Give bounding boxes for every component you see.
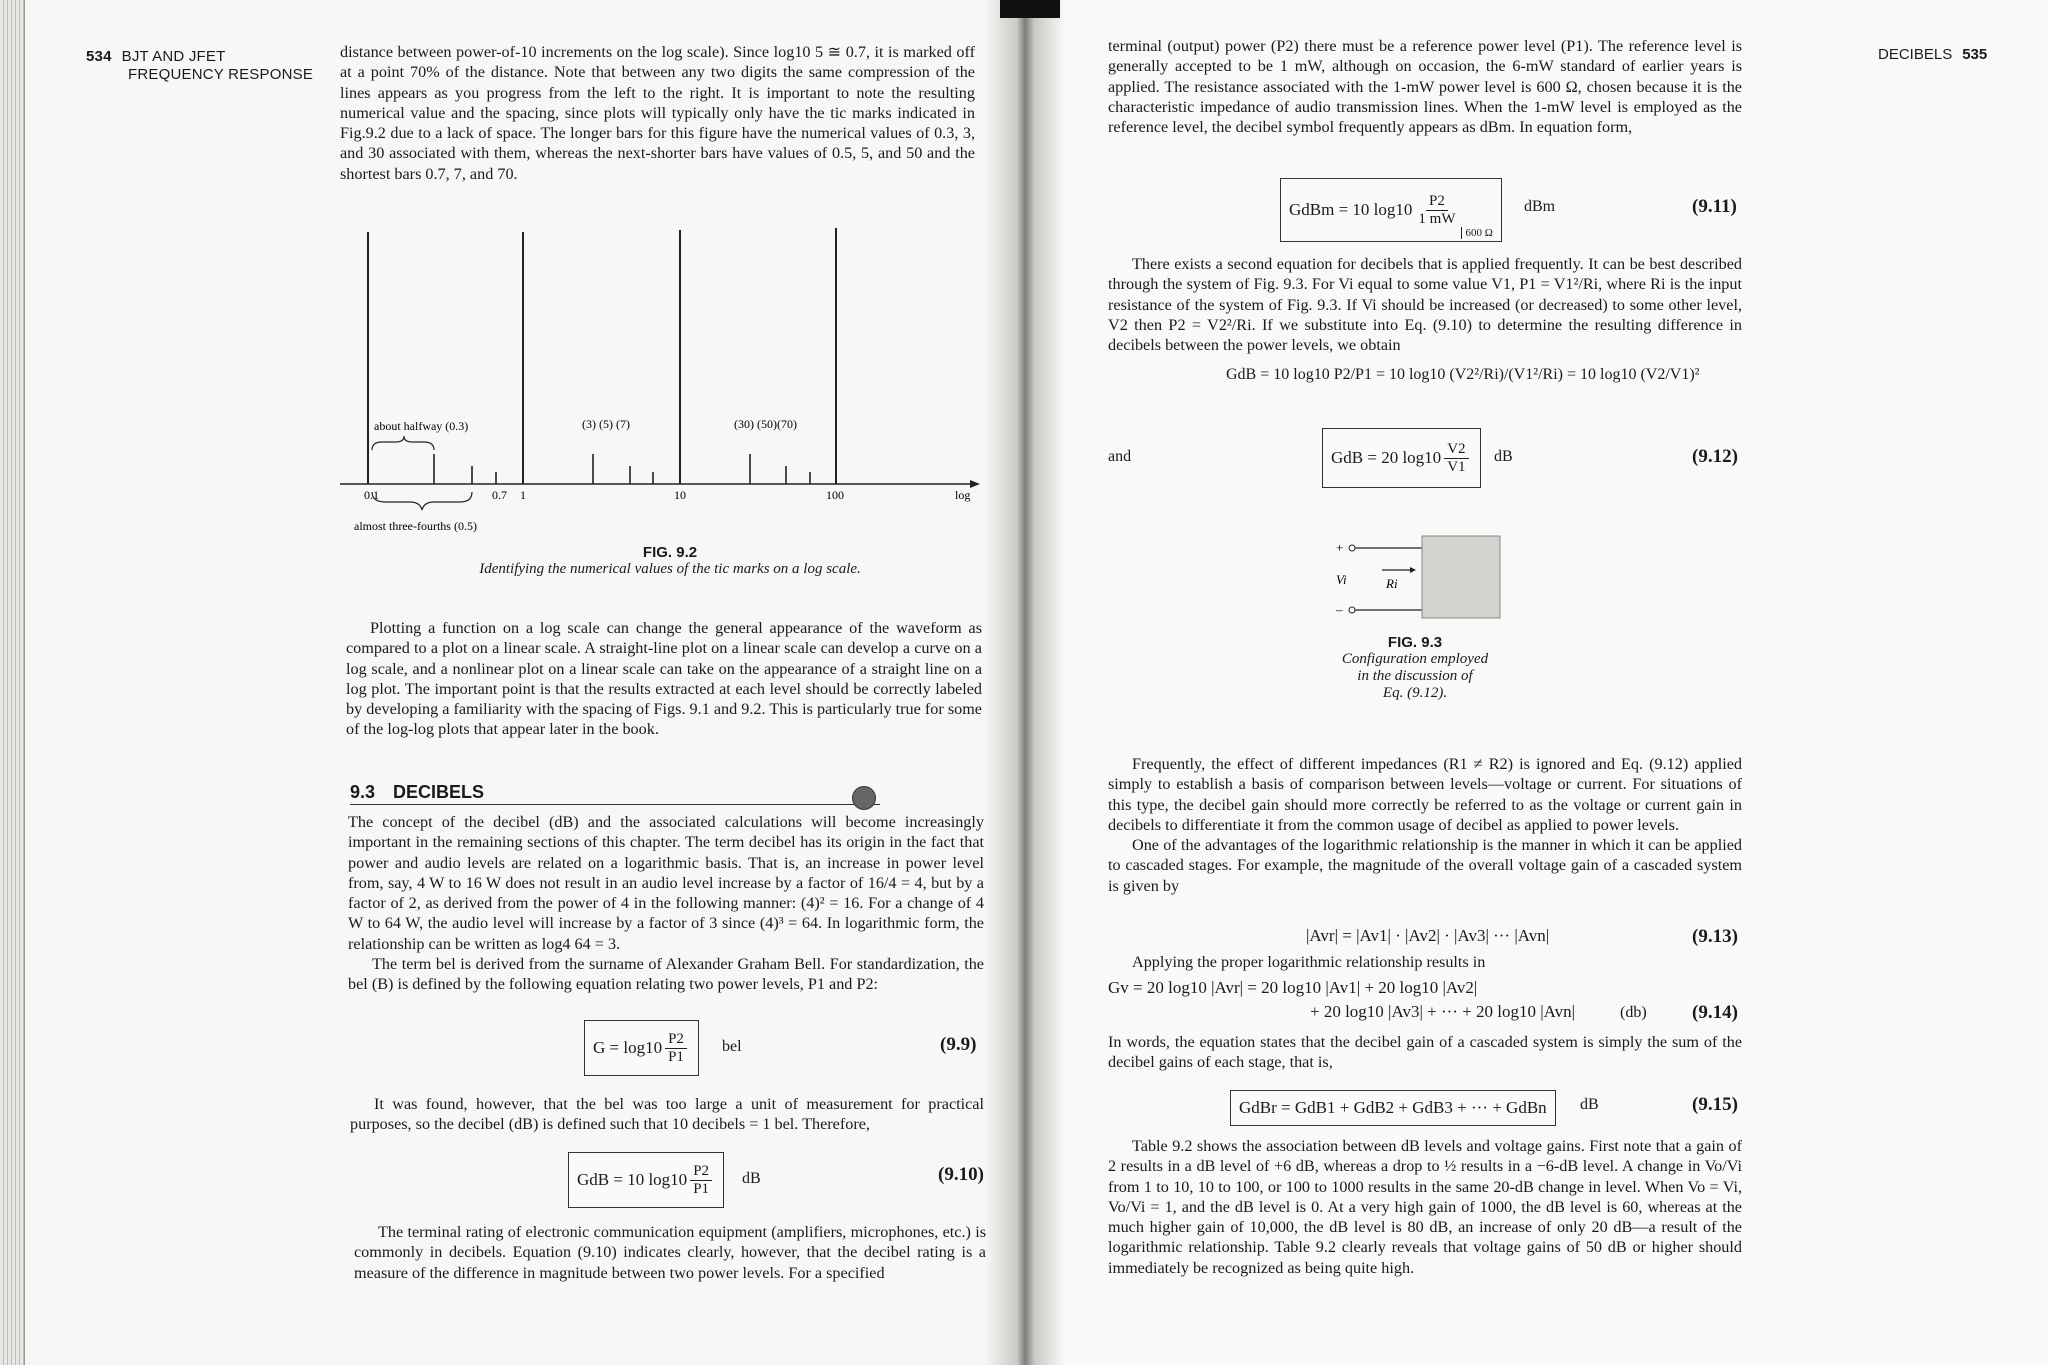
label-halfway: about halfway (0.3) bbox=[374, 419, 469, 433]
section-number: 9.3 bbox=[350, 782, 376, 802]
right-para-4: One of the advantages of the logarithmic relationship is the manner in which it can be applied to cascaded stages. For example, the magnitude of the overall voltage gain of a cascaded system is given by bbox=[1108, 836, 1742, 895]
equation-9-13: |Avr| = |Av1| · |Av2| · |Av3| ··· |Avn| bbox=[1306, 926, 1550, 945]
eq-9-11-number: (9.11) bbox=[1692, 196, 1737, 217]
left-para-1: distance between power-of-10 increments on the log scale). Since log10 5 ≅ 0.7, it is marked off at a point 70% of the distance. Note that between any two digits the same compression of the lines appears as you progress from the left to the right. It is important to note the resulting numerical value and the spacing, since plots will typically only have the tic marks indicated in Fig.9.2 due to a lack of space. The longer bars for this figure have the numerical values of 0.3, 3, and 30 associated with them, whereas the next-shorter bars have values of 0.5, 5, and 50 and the shortest bars 0.7, 7, and 70. bbox=[340, 43, 975, 183]
eq-9-12-num: V2 bbox=[1444, 441, 1468, 459]
eq-9-14-line2: + 20 log10 |Av3| + ··· + 20 log10 |Avn| bbox=[1310, 1002, 1576, 1021]
eq-9-14-unit: (db) bbox=[1620, 1004, 1647, 1021]
eq-9-15-number: (9.15) bbox=[1692, 1094, 1738, 1115]
eq-9-10-unit: dB bbox=[742, 1170, 761, 1187]
vi-label: Vi bbox=[1336, 572, 1347, 587]
section-marker-dot bbox=[852, 786, 876, 810]
figure-9-3 bbox=[1330, 530, 1510, 630]
equation-9-12 bbox=[1322, 428, 1481, 488]
log-scale-diagram bbox=[330, 222, 990, 542]
right-para-5: Applying the proper logarithmic relationship results in bbox=[1132, 953, 1486, 971]
eq-9-14-line1: Gv = 20 log10 |Avr| = 20 log10 |Av1| + 20 log10 |Av2| bbox=[1108, 978, 1478, 997]
eq-9-9-num: P2 bbox=[665, 1031, 687, 1049]
right-para-7: Table 9.2 shows the association between dB levels and voltage gains. First note that a gain of 2 results in a dB level of +6 dB, whereas a drop to ½ results in a −6-dB level. A change in Vo/Vi from 1 to 10, 10 to 100, or 100 to 1000 results in the same 20-dB change in level. When Vo = Vi, Vo/Vi = 1, and the dB level is 0. At a very high gain of 1000, the dB level is 60, whereas at the much higher gain of 10,000, the dB level is 80 dB, an increase of only 20 dB—a result of the logarithmic relationship. Table 9.2 clearly reveals that voltage gains of 50 dB or higher should immediately be recognized as being quite high. bbox=[1108, 1137, 1742, 1277]
eq-9-12-lhs: GdB = 20 log10 bbox=[1331, 448, 1442, 467]
label-group-3-5-7: (3) (5) (7) bbox=[582, 417, 630, 431]
right-para-3: Frequently, the effect of different impedances (R1 ≠ R2) is ignored and Eq. (9.12) applied simply to establish a basis of comparison between levels—voltage or current. For situations of this type, the decibel gain should more correctly be referred to as the voltage or current gain in decibels to differentiate it from the common usage of decibel as applied to power levels. bbox=[1108, 755, 1742, 834]
eq-9-10-den: P1 bbox=[693, 1180, 710, 1197]
right-para-6: In words, the equation states that the decibel gain of a cascaded system is simply the sum of the decibel gains of each stage, that is, bbox=[1108, 1033, 1742, 1072]
axis-label-log: log bbox=[955, 488, 971, 502]
figure-9-2-caption bbox=[440, 544, 900, 578]
fig-9-3-line3: Eq. (9.12). bbox=[1382, 685, 1448, 701]
brace-three-fourths bbox=[372, 492, 472, 510]
page-edge-stack bbox=[0, 0, 25, 1365]
system-block bbox=[1422, 536, 1500, 618]
figure-9-2 bbox=[330, 222, 990, 542]
eq-9-9-lhs: G = log10 bbox=[593, 1038, 663, 1057]
left-para-3: The concept of the decibel (dB) and the associated calculations will become increasingly important in the remaining sections of this chapter. The term decibel has its origin in the fact that power and audio levels are related on a logarithmic basis. That is, an increase in power level from, say, 4 W to 16 W does not result in an audio level increase by a factor of 16/4 = 4, but by a factor of 2, as derived from the power of 4 in the following manner: (4)² = 16. For a change of 4 W to 64 W, the audio level will increase by a factor of 3 since (4)³ = 64. In logarithmic form, the relationship can be written as log4 64 = 3. bbox=[348, 813, 984, 953]
eq-9-11-sub: 600 Ω bbox=[1461, 227, 1492, 239]
fig-9-3-line1: Configuration employed bbox=[1341, 651, 1489, 667]
running-head-line2: FREQUENCY RESPONSE bbox=[128, 66, 314, 83]
fig-9-3-number: FIG. 9.3 bbox=[1387, 634, 1443, 651]
eq-9-10-lhs: GdB = 10 log10 bbox=[577, 1170, 688, 1189]
left-para-2: Plotting a function on a log scale can change the general appearance of the waveform as compared to a plot on a linear scale. A straight-line plot on a linear scale can develop a curve on a log scale, and a nonlinear plot on a linear scale can take on the appearance of a straight line on a log plot. The important point is that the results extracted at each level should be correctly labeled by developing a familiarity with the spacing of Figs. 9.1 and 9.2. This is particularly true for some of the log-log plots that appear later in the book. bbox=[346, 619, 982, 739]
brace-halfway bbox=[372, 436, 434, 450]
eq-9-15-unit: dB bbox=[1580, 1096, 1599, 1113]
page-number-right: 535 bbox=[1962, 46, 1988, 63]
running-head-right bbox=[1878, 46, 1987, 63]
section-title: DECIBELS bbox=[393, 782, 485, 802]
plus-label: + bbox=[1336, 540, 1344, 555]
eq-9-9-den: P1 bbox=[668, 1048, 684, 1065]
tick-label-100: 100 bbox=[826, 488, 844, 502]
running-head-right-title: DECIBELS bbox=[1878, 46, 1953, 63]
eq-9-12-den: V1 bbox=[1447, 458, 1466, 475]
eq-9-11-num: P2 bbox=[1426, 193, 1448, 211]
eq-9-13-number: (9.13) bbox=[1692, 926, 1738, 947]
label-three-fourths: almost three-fourths (0.5) bbox=[354, 519, 477, 533]
equation-9-9 bbox=[584, 1020, 699, 1076]
left-para-5: It was found, however, that the bel was too large a unit of measurement for practical purposes, so the decibel (dB) is defined such that 10 decibels = 1 bel. Therefore, bbox=[350, 1095, 984, 1134]
label-group-30-50-70: (30) (50)(70) bbox=[734, 417, 797, 431]
and-label: and bbox=[1108, 448, 1132, 465]
equation-9-10 bbox=[568, 1152, 724, 1208]
ri-arrow-head bbox=[1410, 567, 1416, 573]
eq-9-11-lhs: GdBm = 10 log10 bbox=[1289, 200, 1413, 219]
axis-arrow bbox=[970, 480, 980, 488]
book-gutter bbox=[985, 0, 1065, 1365]
eq-9-15-body: GdBr = GdB1 + GdB2 + GdB3 + ··· + GdBn bbox=[1239, 1098, 1547, 1117]
eq-9-9-number: (9.9) bbox=[940, 1034, 977, 1055]
tick-label-0-7: 0.7 bbox=[492, 488, 507, 502]
eq-9-10-number: (9.10) bbox=[938, 1164, 984, 1185]
left-para-4: The term bel is derived from the surname of Alexander Graham Bell. For standardization, the bel (B) is defined by the following equation relating two power levels, P1 and P2: bbox=[348, 955, 984, 994]
eq-9-14-number: (9.14) bbox=[1692, 1002, 1738, 1023]
ri-label: Ri bbox=[1386, 576, 1398, 591]
tick-label-1: 1 bbox=[520, 488, 526, 502]
eq-9-12-number: (9.12) bbox=[1692, 446, 1738, 467]
tick-label-10: 10 bbox=[674, 488, 686, 502]
tick-label-0-1: 0.1 bbox=[364, 488, 379, 502]
eq-9-9-unit: bel bbox=[722, 1038, 742, 1055]
eq-derivation: GdB = 10 log10 P2/P1 = 10 log10 (V2²/Ri)/(V1²/Ri) = 10 log10 (V2/V1)² bbox=[1226, 366, 1700, 383]
fig-9-2-number: FIG. 9.2 bbox=[642, 544, 698, 561]
fig-9-3-line2: in the discussion of bbox=[1357, 668, 1473, 684]
page-number-left: 534 bbox=[86, 48, 112, 65]
eq-9-12-unit: dB bbox=[1494, 448, 1513, 465]
left-para-6: The terminal rating of electronic communication equipment (amplifiers, microphones, etc.) is commonly in decibels. Equation (9.10) indicates clearly, however, that the decibel rating is a measure of the difference in magnitude between two power levels. For a specified bbox=[354, 1223, 986, 1282]
section-heading bbox=[350, 782, 880, 805]
running-head-line1: BJT AND JFET bbox=[121, 48, 226, 65]
terminal-minus bbox=[1349, 607, 1355, 613]
figure-9-3-caption bbox=[1300, 634, 1530, 702]
minus-label: – bbox=[1336, 602, 1343, 617]
binding-shadow bbox=[1000, 0, 1060, 18]
equation-9-15 bbox=[1230, 1090, 1556, 1126]
eq-9-11-unit: dBm bbox=[1524, 198, 1556, 215]
eq-9-10-num: P2 bbox=[690, 1163, 712, 1181]
fig-9-2-text: Identifying the numerical values of the tic marks on a log scale. bbox=[479, 561, 861, 577]
eq-9-11-den: 1 mW bbox=[1418, 210, 1456, 227]
input-resistance-diagram bbox=[1330, 530, 1510, 630]
terminal-plus bbox=[1349, 545, 1355, 551]
right-para-1: terminal (output) power (P2) there must be a reference power level (P1). The reference level is generally accepted to be 1 mW, although on occasion, the 6-mW standard of earlier years is applied. The resistance associated with the 1-mW power level is 600 Ω, chosen because it is the characteristic impedance of audio transmission lines. When the 1-mW level is employed as the reference level, the decibel symbol frequently appears as dBm. In equation form, bbox=[1108, 37, 1742, 137]
running-head-left bbox=[86, 48, 313, 84]
right-para-2: There exists a second equation for decibels that is applied frequently. It can be best described through the system of Fig. 9.3. For Vi equal to some value V1, P1 = V1²/Ri, where Ri is the input resistance of the system of Fig. 9.3. If Vi should be increased (or decreased) to some other level, V2 then P2 = V2²/Ri. If we substitute into Eq. (9.10) to determine the resulting difference in decibels between the power levels, we obtain bbox=[1108, 255, 1742, 355]
equation-9-11 bbox=[1280, 178, 1502, 242]
